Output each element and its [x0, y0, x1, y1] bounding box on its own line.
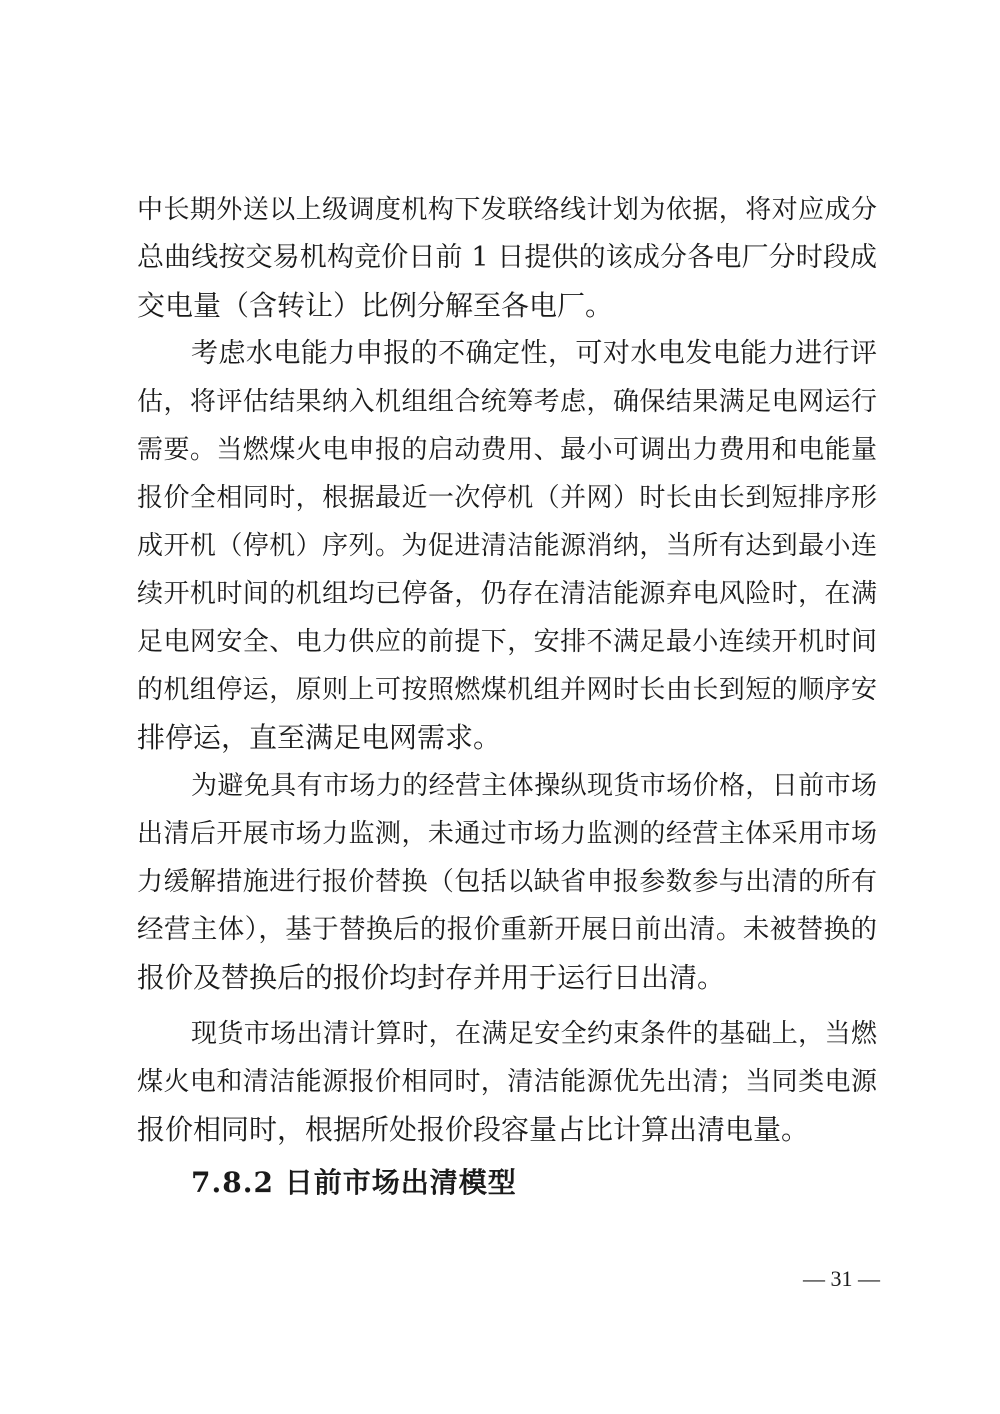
paragraph-1-line-2: 总曲线按交易机构竞价日前 1 日提供的该成分各电厂分时段成	[137, 242, 877, 273]
paragraph-4-line-2: 煤火电和清洁能源报价相同时，清洁能源优先出清；当同类电源	[137, 1067, 877, 1097]
paragraph-4-line-1: 现货市场出清计算时，在满足安全约束条件的基础上，当燃	[191, 1019, 877, 1049]
paragraph-2-line-4: 报价全相同时，根据最近一次停机（并网）时长由长到短排序形	[137, 483, 877, 513]
paragraph-3-line-3: 力缓解措施进行报价替换（包括以缺省申报参数参与出清的所有	[137, 867, 877, 897]
section-heading: 7.8.2 日前市场出清模型	[191, 1166, 517, 1199]
paragraph-2-line-3: 需要。当燃煤火电申报的启动费用、最小可调出力费用和电能量	[137, 435, 877, 465]
paragraph-2-line-9: 排停运，直至满足电网需求。	[137, 721, 502, 754]
paragraph-2-line-6: 续开机时间的机组均已停备，仍存在清洁能源弃电风险时，在满	[137, 579, 877, 609]
paragraph-4-line-3: 报价相同时，根据所处报价段容量占比计算出清电量。	[137, 1113, 810, 1146]
paragraph-3-line-2: 出清后开展市场力监测，未通过市场力监测的经营主体采用市场	[137, 819, 877, 849]
page-number: — 31 —	[803, 1266, 880, 1291]
paragraph-2-line-8: 的机组停运，原则上可按照燃煤机组并网时长由长到短的顺序安	[137, 675, 877, 705]
paragraph-2-line-1: 考虑水电能力申报的不确定性，可对水电发电能力进行评	[191, 338, 877, 369]
paragraph-3-line-1: 为避免具有市场力的经营主体操纵现货市场价格，日前市场	[191, 771, 877, 801]
paragraph-3-line-4: 经营主体），基于替换后的报价重新开展日前出清。未被替换的	[137, 914, 877, 945]
paragraph-3-line-5: 报价及替换后的报价均封存并用于运行日出清。	[137, 961, 726, 994]
paragraph-2-line-2: 估，将评估结果纳入机组组合统筹考虑，确保结果满足电网运行	[137, 387, 877, 417]
paragraph-1-line-1: 中长期外送以上级调度机构下发联络线计划为依据，将对应成分	[137, 195, 877, 225]
paragraph-2-line-5: 成开机（停机）序列。为促进清洁能源消纳，当所有达到最小连	[137, 531, 877, 561]
paragraph-1-line-3: 交电量（含转让）比例分解至各电厂。	[137, 289, 614, 322]
paragraph-2-line-7: 足电网安全、电力供应的前提下，安排不满足最小连续开机时间	[137, 627, 877, 657]
